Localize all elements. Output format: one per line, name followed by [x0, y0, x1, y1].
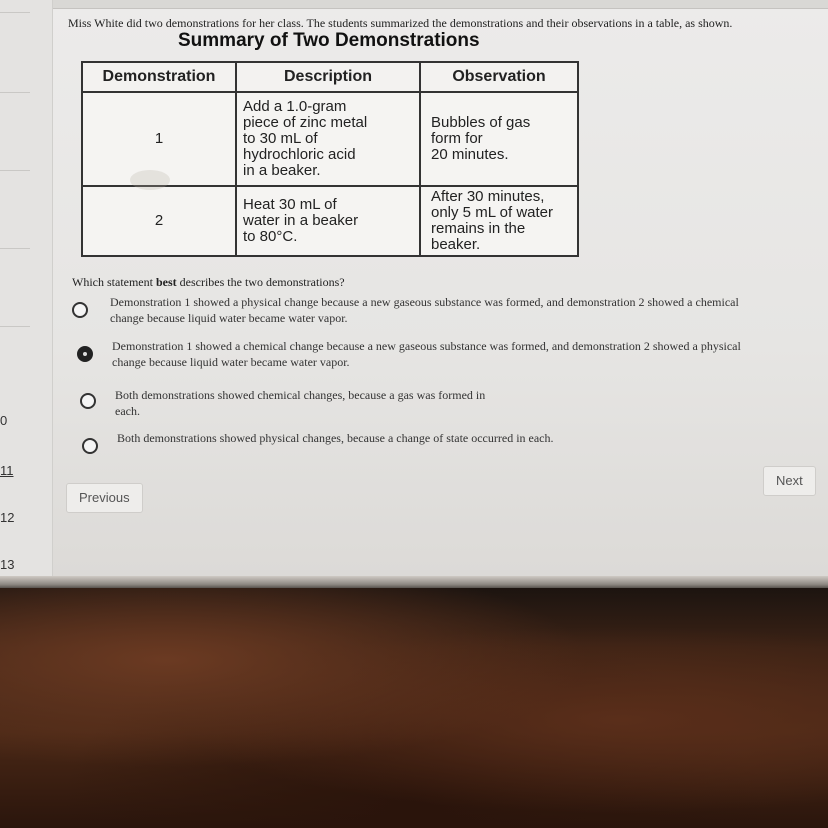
observation-cell	[420, 186, 578, 256]
choice-d[interactable]	[117, 430, 717, 446]
question-emphasis: best	[155, 275, 177, 289]
question-stem	[72, 275, 345, 290]
choice-a-text: Demonstration 1 showed a physical change because a new gaseous substance was formed, and demonstration 2 showed a chemical	[110, 295, 739, 309]
choice-d-text: Both demonstrations showed physical changes, because a change of state occurred in each.	[117, 431, 554, 445]
question-text: describes the two demonstrations?	[176, 275, 345, 289]
table-header-row	[82, 62, 578, 92]
observation-line: 20 minutes.	[431, 146, 509, 163]
sidebar-divider	[0, 326, 30, 327]
observation-line: remains in the	[431, 220, 526, 237]
demonstration-number: 1	[82, 92, 236, 186]
sidebar-divider	[0, 12, 30, 13]
description-line: to 80°C.	[243, 228, 298, 245]
sidebar-divider	[0, 170, 30, 171]
column-header-observation: Observation	[420, 62, 578, 92]
sidebar-item-question-10[interactable]: 0	[0, 413, 8, 428]
description-line: to 30 mL of	[243, 130, 318, 147]
previous-button[interactable]: Previous	[66, 483, 143, 513]
choice-b-radio[interactable]	[77, 346, 93, 362]
background-desk	[0, 588, 828, 828]
description-line: Heat 30 mL of	[243, 196, 337, 213]
question-text: Which statement	[72, 275, 156, 289]
screen-smudge	[130, 170, 170, 190]
description-line: water in a beaker	[243, 212, 359, 229]
observation-line: form for	[431, 130, 483, 147]
description-line: Add a 1.0-gram	[243, 98, 347, 115]
choice-c[interactable]	[115, 387, 575, 419]
choice-d-radio[interactable]	[82, 438, 98, 454]
demonstration-number: 2	[82, 186, 236, 256]
sidebar-divider	[0, 248, 30, 249]
sidebar-divider	[0, 92, 30, 93]
next-button[interactable]: Next	[763, 466, 816, 496]
description-line: piece of zinc metal	[243, 114, 368, 131]
question-intro: Miss White did two demonstrations for her class. The students summarized the demonstrations and their observations in a table, as shown.	[68, 16, 733, 30]
top-bar	[52, 0, 828, 9]
choice-c-radio[interactable]	[80, 393, 96, 409]
choice-b[interactable]	[112, 338, 802, 370]
description-cell	[236, 92, 420, 186]
description-line: in a beaker.	[243, 162, 321, 179]
observation-line: Bubbles of gas	[431, 114, 531, 131]
sidebar-item-question-13[interactable]: 13	[0, 557, 15, 572]
observation-line: beaker.	[431, 236, 481, 253]
choice-c-text: Both demonstrations showed chemical changes, because a gas was formed in	[115, 388, 486, 402]
question-sidebar	[0, 0, 53, 578]
description-line: hydrochloric acid	[243, 146, 356, 163]
choice-c-text: each.	[115, 404, 140, 418]
choice-a-radio[interactable]	[72, 302, 88, 318]
choice-b-text: Demonstration 1 showed a chemical change because a new gaseous substance was formed, and demonstration 2 showed a physical	[112, 339, 741, 353]
choice-a-text: change because liquid water became water vapor.	[110, 311, 348, 325]
observation-line: only 5 mL of water	[431, 204, 553, 221]
observation-cell	[420, 92, 578, 186]
sidebar-item-question-12[interactable]: 12	[0, 510, 15, 525]
choice-a[interactable]	[110, 294, 800, 326]
choice-b-text: change because liquid water became water vapor.	[112, 355, 350, 369]
table-row	[82, 186, 578, 256]
column-header-demonstration: Demonstration	[82, 62, 236, 92]
column-header-description: Description	[236, 62, 420, 92]
table-title: Summary of Two Demonstrations	[178, 30, 480, 51]
observation-line: After 30 minutes,	[431, 188, 545, 205]
sidebar-item-question-11[interactable]: 11	[0, 463, 14, 478]
description-cell	[236, 186, 420, 256]
summary-table	[81, 61, 579, 257]
